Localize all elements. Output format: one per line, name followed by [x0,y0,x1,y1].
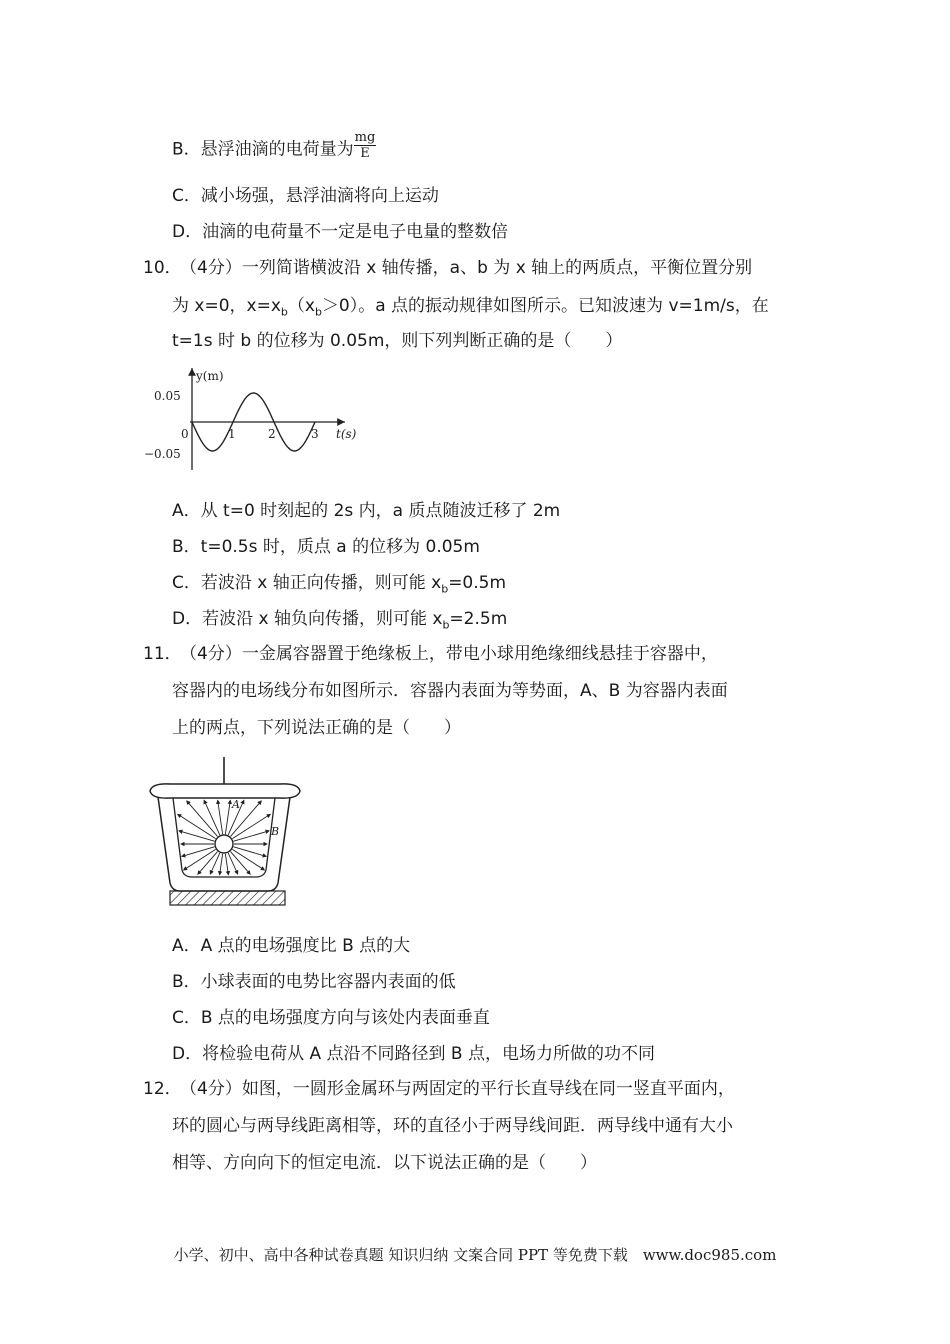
q10-option-c-text: C．若波沿 x 轴正向传播，则可能 x [172,573,442,593]
field-line [228,853,238,874]
subscript: b [442,618,450,632]
q10-option-c-value: =0.5m [448,573,507,593]
x-tick-3: 3 [311,427,319,441]
container-figure [140,755,310,910]
x-tick-1: 1 [228,427,236,441]
q12-stem-line1: （4分）如图，一圆形金属环与两固定的平行长直导线在同一竖直平面内， [180,1079,735,1099]
q9-option-b [172,130,376,161]
q10-stem-part: 为 x=0，x=x [172,296,281,316]
field-line [234,847,267,857]
field-line [182,847,215,857]
q10-stem-part: （x [287,296,315,316]
q11-number: 11． [143,644,182,664]
field-line [232,814,270,838]
q12-stem-line2: 环的圆心与两导线距离相等，环的直径小于两导线间距．两导线中通有大小 [172,1116,733,1136]
field-line [218,800,223,834]
point-b-label: B [271,825,280,838]
fraction-mg-over-e [354,130,377,161]
subscript: b [314,305,322,319]
q12-stem-line3: 相等、方向向下的恒定电流．以下说法正确的是（ ） [172,1153,597,1173]
fraction-numerator: mg [354,130,376,145]
q10-option-b: B．t=0.5s 时，质点 a 的位移为 0.05m [172,537,480,557]
insulating-board [170,891,285,905]
container-rim [150,784,300,798]
subscript: b [280,305,288,319]
q11-option-d: D．将检验电荷从 A 点沿不同路径到 B 点，电场力所做的功不同 [172,1044,655,1064]
field-line [225,854,228,875]
q10-option-d-text: D．若波沿 x 轴负向传播，则可能 x [172,609,443,629]
x-tick-2: 2 [268,427,276,441]
y-tick-bottom: −0.05 [144,447,181,461]
q11-stem-line3: 上的两点，下列说法正确的是（ ） [172,718,461,738]
q11-stem-line2: 容器内的电场线分布如图所示．容器内表面为等势面，A、B 为容器内表面 [172,681,728,701]
q11-option-b: B．小球表面的电势比容器内表面的低 [172,972,456,992]
charged-ball [215,835,233,853]
subscript: b [441,582,449,596]
q10-option-c [172,572,506,600]
field-line [225,800,230,834]
q10-number: 10． [143,258,182,278]
field-line [220,854,223,875]
field-line [210,853,220,874]
x-axis-label: t(s) [336,427,357,441]
field-line [179,831,215,841]
q11-stem-line1: （4分）一金属容器置于绝缘板上，带电小球用绝缘细线悬挂于容器中， [180,644,718,664]
q9-option-c: C．减小场强，悬浮油滴将向上运动 [172,186,439,206]
vibration-graph [140,362,370,474]
y-axis-label: y(m) [196,369,224,383]
q10-stem-part: ＞0）。a 点的振动规律如图所示。已知波速为 v=1m/s，在 [321,296,769,316]
q10-stem-line2 [172,295,769,323]
q11-option-c: C．B 点的电场强度方向与该处内表面垂直 [172,1008,490,1028]
q12-number: 12． [143,1079,182,1099]
q9-option-b-text: B．悬浮油滴的电荷量为 [172,139,354,160]
point-a-label: A [232,798,240,811]
q9-option-d: D．油滴的电荷量不一定是电子电量的整数倍 [172,222,509,242]
q10-stem-line1: （4分）一列简谐横波沿 x 轴传播，a、b 为 x 轴上的两质点，平衡位置分别 [180,258,753,278]
q11-option-a: A．A 点的电场强度比 B 点的大 [172,936,411,956]
q10-option-a: A．从 t=0 时刻起的 2s 内，a 质点随波迁移了 2m [172,501,561,521]
fraction-denominator: E [360,146,370,161]
field-line [234,831,270,841]
origin-label: 0 [181,427,189,441]
page-footer: 小学、初中、高中各种试卷真题 知识归纳 文案合同 PPT 等免费下载 www.doc985.com [173,1246,777,1264]
q10-option-d [172,608,507,636]
y-tick-top: 0.05 [154,389,181,403]
q10-stem-line3: t=1s 时 b 的位移为 0.05m，则下列判断正确的是（ ） [172,331,623,351]
q10-option-d-value: =2.5m [449,609,508,629]
field-line [178,814,216,838]
